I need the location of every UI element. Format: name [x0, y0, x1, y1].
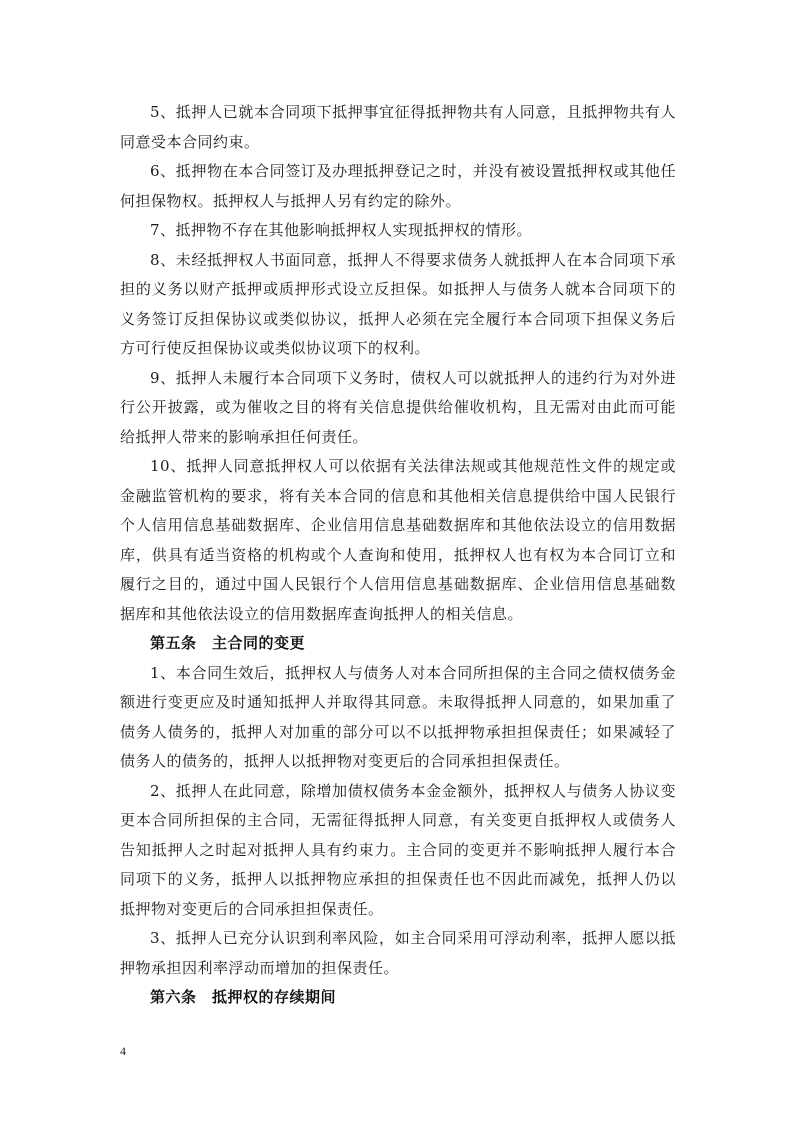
clause-10: 10、抵押人同意抵押权人可以依据有关法律法规或其他规范性文件的规定或金融监管机构的要求，将有关本合同的信息和其他相关信息提供给中国人民银行个人信用信息基础数据库、企业信用信息基础数据库和其他依法设立的信用数据库，供具有适当资格的机构或个人查询和使用，抵押权人也有权为本合同订立和履行之目的，通过中国人民银行个人信用信息基础数据库、企业信用信息基础数据库和其他依法设立的信用数据库查询抵押人的相关信息。 — [120, 457, 676, 623]
clause-9: 9、抵押人未履行本合同项下义务时，债权人可以就抵押人的违约行为对外进行公开披露，或为催收之目的将有关信息提供给催收机构，且无需对由此而可能给抵押人带来的影响承担任何责任。 — [120, 368, 676, 446]
article-6-heading: 第六条 抵押权的存续期间 — [150, 988, 337, 1006]
article-5-clause-2: 2、抵押人在此同意，除增加债权债务本金金额外，抵押权人与债务人协议变更本合同所担保的主合同，无需征得抵押人同意，有关变更自抵押权人或债务人告知抵押人之时起对抵押人具有约束力。主合同的变更并不影响抵押人履行本合同项下的义务，抵押人以抵押物应承担的担保责任也不因此而减免，抵押人仍以抵押物对变更后的合同承担担保责任。 — [120, 781, 676, 918]
document-body — [120, 98, 676, 1013]
article-5-clause-3: 3、抵押人已充分认识到利率风险，如主合同采用可浮动利率，抵押人愿以抵押物承担因利率浮动而增加的担保责任。 — [120, 929, 676, 977]
page-number: 4 — [120, 1044, 126, 1058]
clause-8: 8、未经抵押权人书面同意，抵押人不得要求债务人就抵押人在本合同项下承担的义务以财产抵押或质押形式设立反担保。如抵押人与债务人就本合同项下的义务签订反担保协议或类似协议，抵押人必须在完全履行本合同项下担保义务后方可行使反担保协议或类似协议项下的权利。 — [120, 250, 676, 357]
article-5-clause-1: 1、本合同生效后，抵押权人与债务人对本合同所担保的主合同之债权债务金额进行变更应及时通知抵押人并取得其同意。未取得抵押人同意的，如果加重了债务人债务的，抵押人对加重的部分可以不以抵押物承担担保责任；如果减轻了债务人的债务的，抵押人以抵押物对变更后的合同承担担保责任。 — [120, 663, 676, 770]
clause-5: 5、抵押人已就本合同项下抵押事宜征得抵押物共有人同意，且抵押物共有人同意受本合同约束。 — [120, 103, 676, 151]
clause-7: 7、抵押物不存在其他影响抵押权人实现抵押权的情形。 — [150, 221, 533, 239]
article-5-heading: 第五条 主合同的变更 — [150, 634, 306, 652]
clause-6: 6、抵押物在本合同签订及办理抵押登记之时，并没有被设置抵押权或其他任何担保物权。抵押权人与抵押人另有约定的除外。 — [120, 162, 676, 210]
